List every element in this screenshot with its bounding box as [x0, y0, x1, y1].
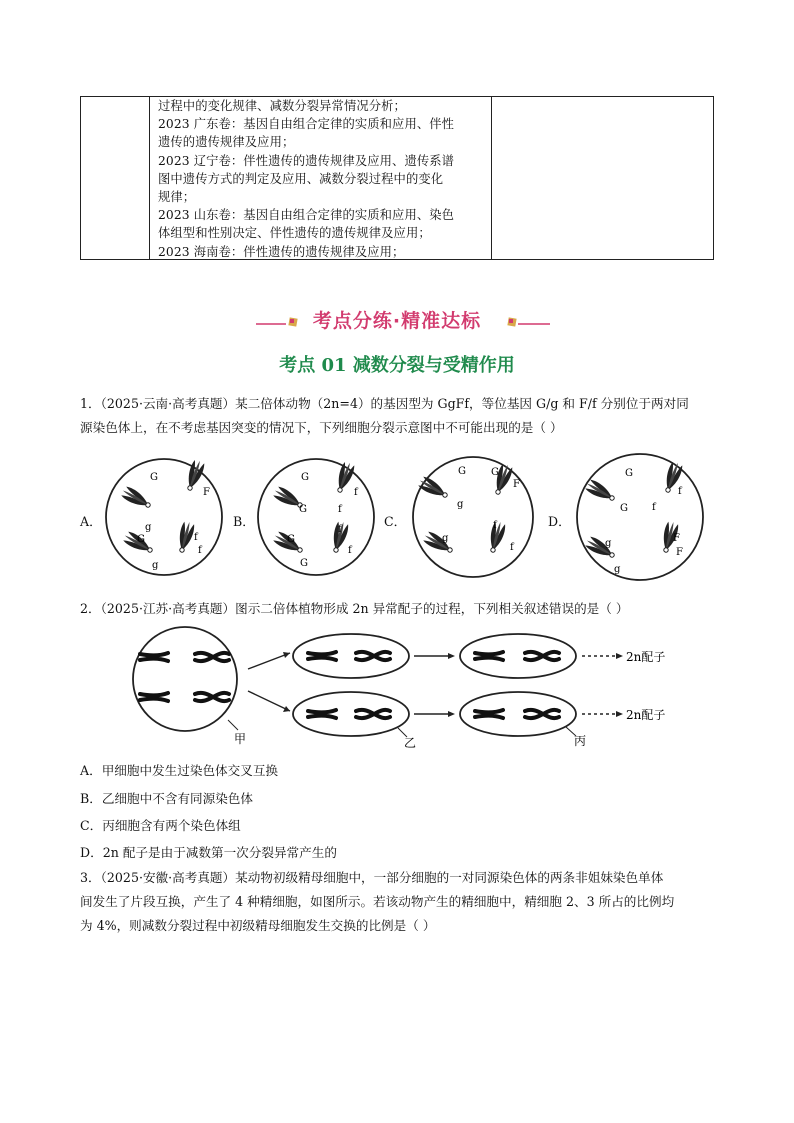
- cell-d: [577, 454, 703, 580]
- question-1-stem: [80, 392, 720, 440]
- banner-title: 考点分练·精准达标: [312, 310, 482, 332]
- arrow-icon: [248, 653, 290, 669]
- cell-upper-right: [460, 634, 576, 678]
- gene-label: G: [458, 466, 466, 477]
- question-line: 1．（2025·云南·高考真题）某二倍体动物（2n=4）的基因型为 GgFf，等位基因 G/g 和 F/f 分别位于两对同: [80, 396, 689, 411]
- label-yi: 乙: [404, 736, 417, 750]
- gene-label: g: [457, 499, 464, 510]
- table-line: 规律；: [158, 190, 196, 205]
- gene-label: F: [676, 547, 683, 558]
- label-jia: 甲: [234, 732, 247, 746]
- gamete-label: 2n配子: [626, 708, 666, 722]
- gene-label: G: [299, 504, 307, 515]
- question-line: 间发生了片段互换，产生了 4 种精细胞，如图所示。若该动物产生的精细胞中，精细胞 2、3 所占的比例均: [80, 894, 675, 909]
- arrow-icon: [248, 691, 290, 711]
- gene-label: G: [300, 558, 308, 569]
- table-divider: [491, 97, 492, 259]
- table-line: 遗传的遗传规律及应用；: [158, 135, 295, 150]
- section-title: 考点 01 减数分裂与受精作用: [279, 355, 515, 376]
- table-line: 2023 山东卷：基因自由组合定律的实质和应用、染色: [158, 208, 455, 223]
- gene-label: f: [354, 487, 358, 498]
- gene-label: G: [620, 503, 628, 514]
- gene-label: F: [673, 533, 680, 544]
- option-label-c: C．: [384, 514, 407, 529]
- question-line: 3．（2025·安徽·高考真题）某动物初级精母细胞中，一部分细胞的一对同源染色体的两条非姐妹染色单体: [80, 870, 664, 885]
- gene-label: f: [678, 486, 682, 497]
- cell-b: [258, 459, 374, 575]
- cell-bing: [460, 692, 576, 736]
- gene-label: G: [625, 468, 633, 479]
- table-line: 2023 辽宁卷：伴性遗传的遗传规律及应用、遗传系谱: [158, 153, 455, 168]
- cell-upper-middle: [293, 634, 409, 678]
- question-3-stem: [80, 866, 720, 938]
- gene-label: f: [348, 545, 352, 556]
- question-line: 源染色体上，在不考虑基因突变的情况下，下列细胞分裂示意图中不可能出现的是（ ）: [80, 420, 563, 435]
- gene-label: G: [137, 534, 145, 545]
- gene-label: G: [301, 472, 309, 483]
- table-cell-text: [158, 97, 486, 261]
- q2-option-b: B．乙细胞中不含有同源染色体: [80, 791, 253, 806]
- gene-label: f: [338, 524, 342, 535]
- gene-label: g: [152, 560, 159, 571]
- q2-option-d: D．2n 配子是由于减数第一次分裂异常产生的: [80, 845, 337, 860]
- gene-label: f: [510, 542, 514, 553]
- gene-label: g: [145, 522, 152, 533]
- table-line: 2023 海南卷：伴性遗传的遗传规律及应用；: [158, 244, 405, 259]
- option-label-a: A．: [80, 514, 102, 529]
- cell-a: [106, 459, 222, 575]
- gene-label: f: [338, 504, 342, 515]
- option-label-b: B．: [233, 514, 255, 529]
- q2-option-a: A．甲细胞中发生过染色体交叉互换: [80, 763, 279, 778]
- gamete-label: 2n配子: [626, 650, 666, 664]
- q2-process-diagram: [0, 625, 794, 750]
- q1-cell-diagrams: [0, 450, 794, 585]
- table-line: 体组型和性别决定、伴性遗传的遗传规律及应用；: [158, 226, 431, 241]
- question-line: 2．（2025·江苏·高考真题）图示二倍体植物形成 2n 异常配子的过程，下列相关叙述错误的是（ ）: [80, 601, 629, 616]
- gene-label: F: [513, 479, 520, 490]
- option-label-d: D．: [548, 514, 571, 529]
- question-2-stem: [80, 597, 720, 621]
- table-line: 2023 广东卷：基因自由组合定律的实质和应用、伴性: [158, 117, 455, 132]
- table-line: 过程中的变化规律、减数分裂异常情况分析；: [158, 99, 406, 113]
- label-bing: 丙: [574, 734, 587, 748]
- gene-label: G: [150, 472, 158, 483]
- gene-label: g: [605, 538, 612, 549]
- question-line: 为 4%，则减数分裂过程中初级精母细胞发生交换的比例是（ ）: [80, 918, 436, 933]
- table-line: 图中遗传方式的判定及应用、减数分裂过程中的变化: [158, 171, 444, 186]
- gene-label: f: [194, 532, 198, 543]
- gene-label: f: [198, 545, 202, 556]
- cell-c: [413, 457, 533, 577]
- gene-label: F: [203, 487, 210, 498]
- gene-label: g: [442, 533, 449, 544]
- cell-yi: [293, 692, 409, 737]
- gene-label: g: [614, 564, 621, 575]
- table-divider: [149, 97, 150, 259]
- gene-label: f: [493, 520, 497, 531]
- cell-jia: [133, 627, 238, 731]
- gene-label: G: [287, 534, 295, 545]
- gene-label: G: [491, 467, 499, 478]
- gene-label: f: [652, 502, 656, 513]
- q2-option-c: C．丙细胞含有两个染色体组: [80, 818, 241, 833]
